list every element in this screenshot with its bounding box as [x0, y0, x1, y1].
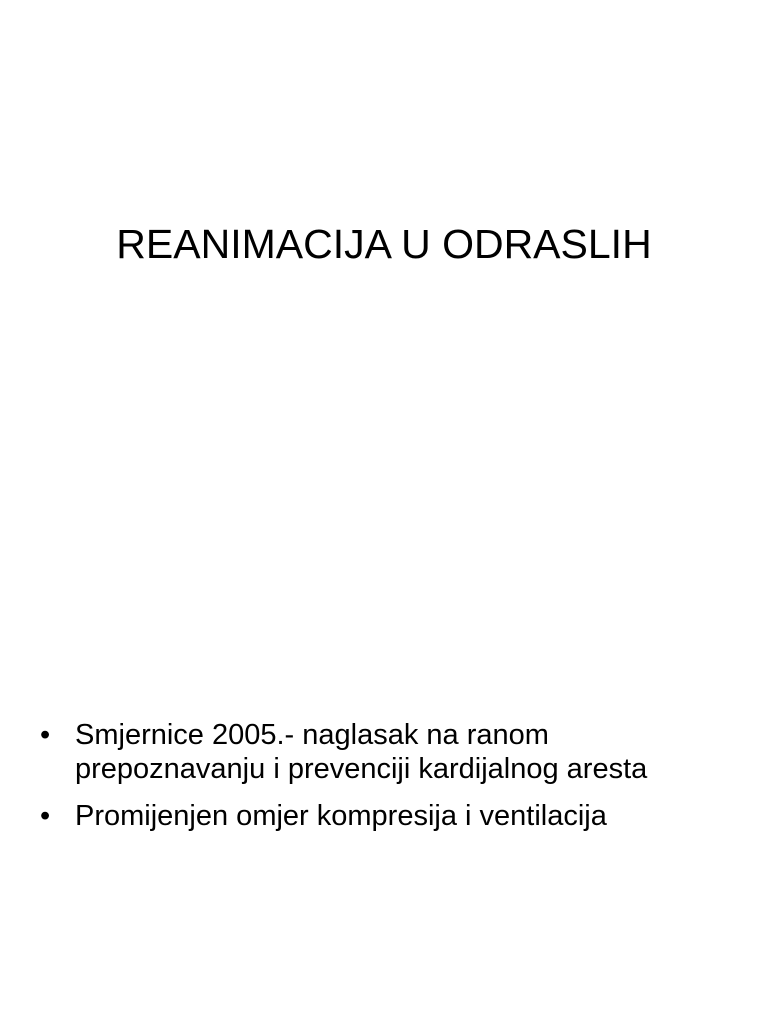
slide-title: REANIMACIJA U ODRASLIH — [116, 221, 652, 267]
bullet-text: Smjernice 2005.- naglasak na ranom prepoznavanju i prevenciji kardijalnog aresta — [75, 719, 648, 785]
bullet-icon: • — [40, 719, 51, 751]
bullet-item — [40, 799, 740, 833]
bullet-list — [40, 718, 740, 846]
bullet-item — [40, 718, 740, 786]
bullet-icon: • — [40, 800, 51, 832]
bullet-text: Promijenjen omjer kompresija i ventilacija — [75, 800, 607, 832]
